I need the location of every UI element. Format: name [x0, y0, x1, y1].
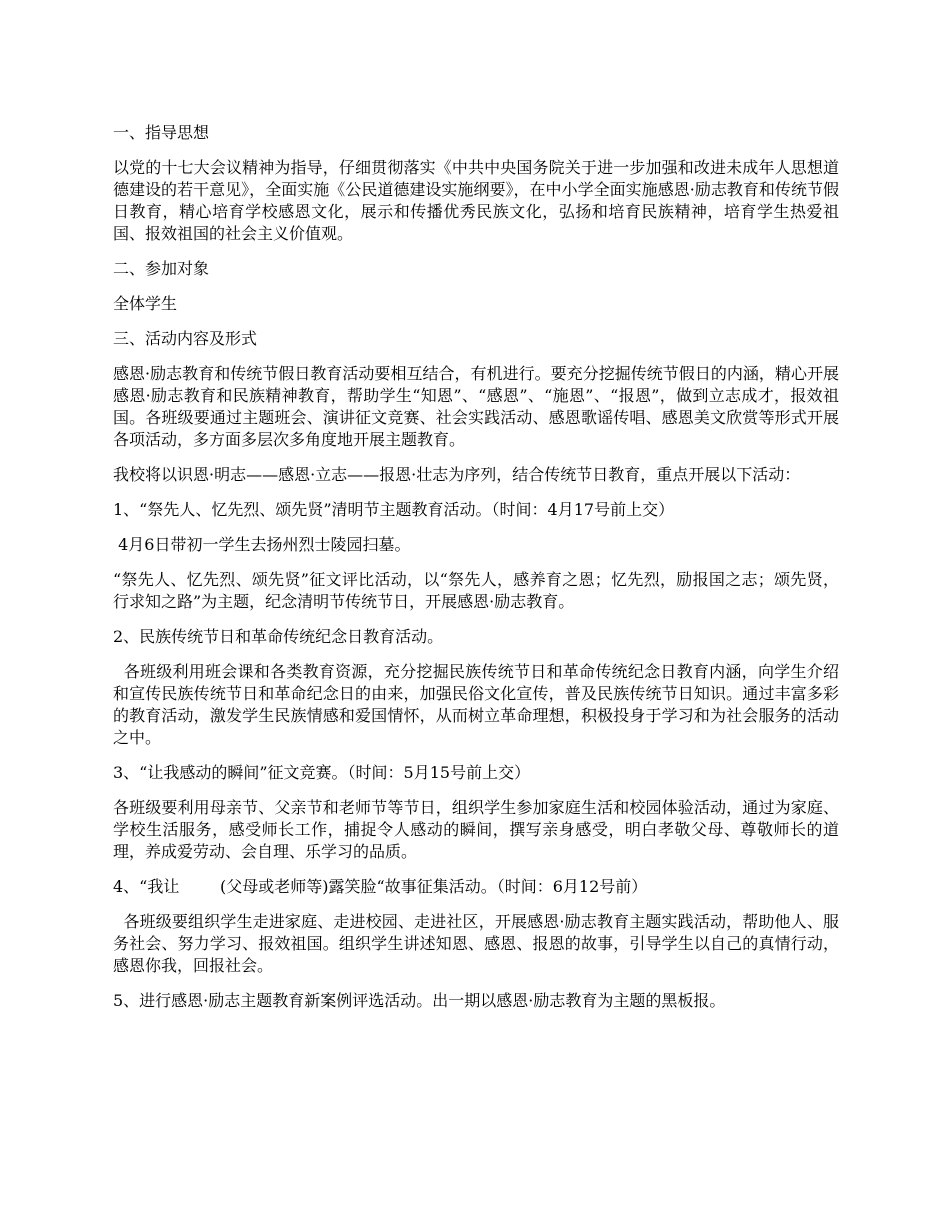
document-body [113, 122, 839, 1025]
paragraph-activity-1-essay: “祭先人、忆先烈、颂先贤”征文评比活动，以“祭先人，感养育之恩；忆先烈，励报国之志；颂先贤，行求知之路”为主题，纪念清明节传统节日，开展感恩·励志教育。 [113, 570, 839, 611]
paragraph-activity-4-detail: 各班级要组织学生走进家庭、走进校园、走进社区，开展感恩·励志教育主题实践活动，帮助他人、服务社会、努力学习、报效祖国。组织学生讲述知恩、感恩、报恩的故事，引导学生以自己的真情行动，感恩你我，回报社会。 [113, 912, 839, 975]
paragraph-activity-sequence: 我校将以识恩·明志——感恩·立志——报恩·壮志为序列，结合传统节日教育，重点开展以下活动： [113, 465, 801, 484]
section-heading-activity-content: 三、活动内容及形式 [113, 329, 258, 348]
list-item-activity-3: 3、“让我感动的瞬间”征文竞赛。（时间：5月15号前上交） [113, 763, 531, 782]
paragraph-activity-1-visit: 4月6日带初一学生去扬州烈士陵园扫墓。 [113, 535, 411, 554]
list-item-activity-5: 5、进行感恩·励志主题教育新案例评选活动。出一期以感恩·励志教育为主题的黑板报。 [113, 991, 726, 1010]
paragraph-activity-3-detail: 各班级要利用母亲节、父亲节和老师节等节日，组织学生参加家庭生活和校园体验活动，通过为家庭、学校生活服务，感受师长工作，捕捉令人感动的瞬间，撰写亲身感受，明白孝敬父母、尊敬师长的道理，养成爱劳动、会自理、乐学习的品质。 [113, 798, 839, 861]
paragraph-activity-2-detail: 各班级利用班会课和各类教育资源，充分挖掘民族传统节日和革命传统纪念日教育内涵，向学生介绍和宣传民族传统节日和革命纪念日的由来，加强民俗文化宣传，普及民族传统节日知识。通过丰富多彩的教育活动，激发学生民族情感和爱国情怀，从而树立革命理想，积极投身于学习和为社会服务的活动之中。 [113, 662, 839, 747]
paragraph-participants: 全体学生 [113, 294, 178, 313]
paragraph-guiding-ideology: 以党的十七大会议精神为指导，仔细贯彻落实《中共中央国务院关于进一步加强和改进未成年人思想道德建设的若干意见》，全面实施《公民道德建设实施纲要》，在中小学全面实施感恩·励志教育和传统节假日教育，精心培育学校感恩文化，展示和传播优秀民族文化，弘扬和培育民族精神，培育学生热爱祖国、报效祖国的社会主义价值观。 [113, 158, 839, 243]
list-item-activity-4: 4、“我让 (父母或老师等)露笑脸“故事征集活动。（时间：6月12号前） [113, 877, 648, 896]
list-item-activity-2: 2、民族传统节日和革命传统纪念日教育活动。 [113, 627, 444, 646]
paragraph-activity-overview: 感恩·励志教育和传统节假日教育活动要相互结合，有机进行。要充分挖掘传统节假日的内涵，精心开展感恩·励志教育和民族精神教育，帮助学生“知恩”、“感恩”、“施恩”、“报恩”，做到立志成才，报效祖国。各班级要通过主题班会、演讲征文竞赛、社会实践活动、感恩歌谣传唱、感恩美文欣赏等形式开展各项活动，多方面多层次多角度地开展主题教育。 [113, 364, 839, 449]
section-heading-participants: 二、参加对象 [113, 259, 210, 278]
list-item-activity-1: 1、“祭先人、忆先烈、颂先贤”清明节主题教育活动。（时间：4月17号前上交） [113, 500, 675, 519]
section-heading-guiding-ideology: 一、指导思想 [113, 123, 210, 142]
